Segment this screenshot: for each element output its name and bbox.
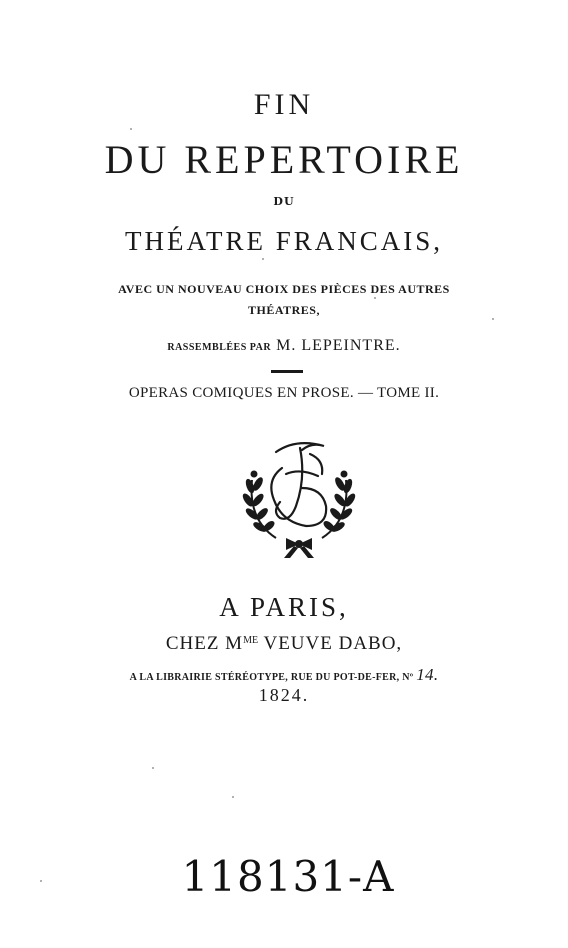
title-repertoire: DU REPERTOIRE — [104, 137, 464, 182]
imprint-publisher — [0, 633, 568, 655]
volume-line: OPERAS COMIQUES EN PROSE. — TOME II. — [128, 385, 440, 401]
library-stamp: 118131-A — [181, 852, 395, 901]
editor-name: M. LEPEINTRE. — [276, 337, 401, 354]
editor-line — [0, 337, 568, 355]
address-number: 14. — [416, 665, 439, 684]
paper-speck — [492, 318, 494, 320]
imprint-address — [0, 665, 568, 685]
monogram-wreath-icon — [236, 430, 362, 560]
publisher-prefix: CHEZ M — [165, 633, 244, 654]
publisher-sup: ME — [243, 635, 259, 646]
title-du: DU — [273, 195, 295, 208]
title-theatre: THÉATRE FRANCAIS, — [124, 226, 444, 256]
paper-speck — [40, 880, 42, 882]
address-text: A LA LIBRAIRIE STÉRÉOTYPE, RUE DU POT-DE-FER, Nº — [129, 672, 414, 683]
paper-speck — [130, 128, 132, 130]
imprint-city: A PARIS, — [219, 592, 349, 622]
paper-speck — [152, 767, 154, 769]
paper-speck — [232, 796, 234, 798]
title-fin: FIN — [253, 88, 315, 121]
subtitle-theatres: THÉATRES, — [248, 303, 320, 317]
paper-speck — [374, 297, 376, 299]
publisher-suffix: VEUVE DABO, — [258, 633, 403, 654]
editor-prefix: RASSEMBLÉES PAR — [167, 342, 272, 353]
imprint-year: 1824. — [258, 685, 310, 705]
subtitle-avec: AVEC UN NOUVEAU CHOIX DES PIÈCES DES AUTRES — [118, 282, 450, 296]
paper-speck — [262, 258, 264, 260]
divider-rule — [271, 370, 303, 373]
